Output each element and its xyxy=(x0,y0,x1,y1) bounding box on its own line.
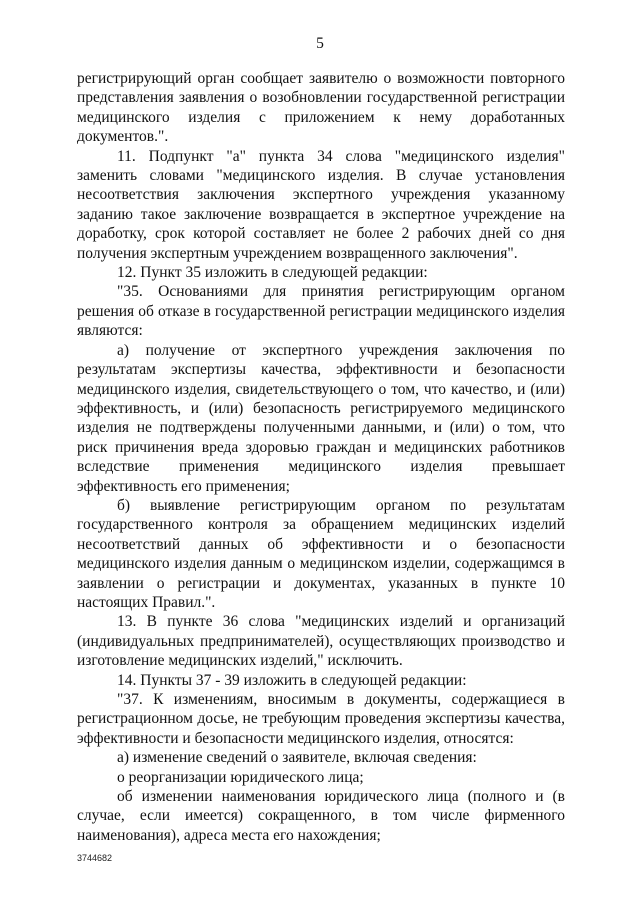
paragraph-subclause-b: б) выявление регистрирующим органом по результатам государственного контроля за обращением медицинских изделий несоответствий данных об эффективности и о безопасности медицинского изделия данным о медицинском изделии, содержащимся в заявлении о регистрации и документах, указанных в пункте 10 настоящих Правил.". xyxy=(77,496,565,611)
paragraph-item-14: 14. Пункты 37 - 39 изложить в следующей редакции: xyxy=(117,671,467,689)
paragraph-continuation: регистрирующий орган сообщает заявителю о возможности повторного представления заявления о возобновлении государственной регистрации медицинского изделия с приложением к нему доработанных документов.". xyxy=(77,70,565,146)
paragraph-item-13: 13. В пункте 36 слова "медицинских изделий и организаций (индивидуальных предпринимателей), осуществляющих производство и изготовление медицинских изделий," исключить. xyxy=(77,613,565,670)
paragraph-clause-35: "35. Основаниями для принятия регистрирующим органом решения об отказе в государственной регистрации медицинского изделия являются: xyxy=(77,283,565,340)
document-code: 3744682 xyxy=(77,853,113,863)
paragraph-subclause-a: а) получение от экспертного учреждения заключения по результатам экспертизы качества, эффективности и безопасности медицинского изделия, свидетельствующего о том, что качество, и (или) эффективность, и (или) безопасность регистрируемого медицинского изделия не подтверждены полученными данными, и (или) о том, что риск причинения вреда здоровью граждан и медицинских работников вследствие применения медицинского изделия превышает эффективность его применения; xyxy=(77,341,565,495)
paragraph-clause-37: "37. К изменениям, вносимым в документы, содержащиеся в регистрационном досье, не требующим проведения экспертизы качества, эффективности и безопасности медицинского изделия, относятся: xyxy=(77,691,565,747)
paragraph-reorganization: о реорганизации юридического лица; xyxy=(117,768,364,786)
paragraph-name-change: об изменении наименования юридического лица (полного и (в случае, если имеется) сокращенного, в том числе фирменного наименования), адреса места его нахождения; xyxy=(77,788,565,844)
page-number: 5 xyxy=(316,35,324,52)
paragraph-subclause-37a: а) изменение сведений о заявителе, включая сведения: xyxy=(117,749,477,767)
paragraph-item-11: 11. Подпункт "а" пункта 34 слова "медицинского изделия" заменить словами "медицинского изделия. В случае установления несоответствия заключения экспертного учреждения указанному заданию такое заключение возвращается в экспертное учреждение на доработку, срок которой составляет не более 2 рабочих дней со дня получения экспертным учреждением возвращенного заключения". xyxy=(77,147,565,262)
paragraph-item-12: 12. Пункт 35 изложить в следующей редакции: xyxy=(117,264,428,282)
document-body xyxy=(77,69,565,845)
